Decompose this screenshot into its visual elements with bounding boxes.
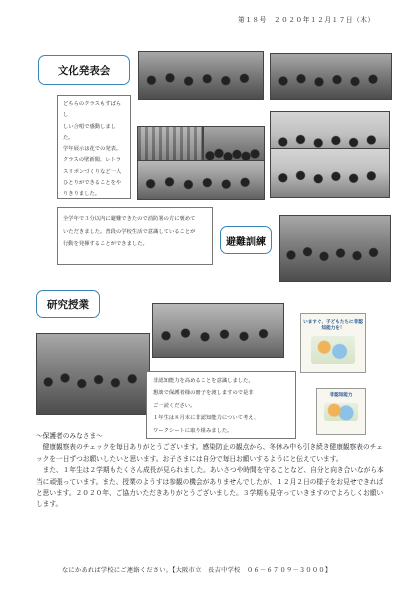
contact-footer: なにかあれば学校にご連絡ください。【大阪市立 長吉中学校 ０６－６７０９－３０００】 bbox=[62, 567, 332, 574]
drill-text-line: 全学年で３分以内に避難できたので消防署の方に褒めて bbox=[63, 216, 196, 222]
culture-text-line: ひとりができることをや bbox=[63, 180, 122, 187]
research-photo-classroom bbox=[36, 333, 150, 415]
culture-photo-audience bbox=[137, 160, 265, 200]
worksheet-cover bbox=[316, 388, 366, 435]
research-class-title-text: 研究授業 bbox=[47, 298, 89, 311]
culture-photo-class-2 bbox=[270, 148, 390, 198]
parent-booklet-cover bbox=[300, 313, 366, 373]
culture-text-line: クラスの壁新聞、レトラ bbox=[63, 157, 122, 164]
letter-greeting: ～保護者のみなさま～ bbox=[36, 432, 103, 440]
worksheet-illustration bbox=[324, 403, 358, 421]
culture-text-line: りきりました。 bbox=[63, 191, 101, 198]
culture-text-line: 学年展示は花での発表。 bbox=[63, 146, 122, 153]
letter-paragraph: 健康観察表のチェックを毎日ありがとうございます。感染防止の観点から、冬休み中も引き続き健康観察表のチェックを一日ずつお願いしたいと思います。お子さまには自分で毎日お願いするようにと伝えています。 bbox=[36, 443, 383, 463]
drill-text-box bbox=[57, 207, 213, 265]
drill-text-line: 行動を発揮することができました。 bbox=[63, 241, 148, 247]
booklet-illustration bbox=[311, 336, 356, 364]
research-text-line: ご一読ください。 bbox=[153, 402, 196, 409]
drill-photo-gym bbox=[279, 215, 391, 282]
culture-text-line: しい合唱で感動しました。 bbox=[63, 123, 116, 141]
culture-photo-choir-1 bbox=[138, 51, 264, 100]
research-class-title bbox=[36, 290, 100, 318]
culture-text-line: スリボンづくりなど一人 bbox=[63, 168, 122, 175]
parent-booklet-title: いますぐ、子どもたちに非認知能力を！ bbox=[303, 320, 363, 331]
research-text-line: 懇談で保護者様の冊子を渡しますので是非 bbox=[153, 390, 254, 397]
culture-text-box bbox=[57, 95, 131, 199]
parent-letter bbox=[36, 431, 388, 511]
evacuation-drill-title-text: 避難訓練 bbox=[226, 236, 266, 248]
research-text-line: １年生は８月末に非認知能力について考え、 bbox=[153, 415, 260, 422]
research-text-box bbox=[146, 371, 296, 439]
worksheet-title: 非認知能力 bbox=[329, 393, 353, 398]
issue-date: 第１８号 ２０２０年１２月１７日（木） bbox=[238, 16, 375, 24]
culture-festival-title bbox=[38, 55, 130, 85]
culture-festival-title-text: 文化発表会 bbox=[57, 64, 111, 77]
research-text-line: 非認知能力を高めることを意識しました。 bbox=[153, 378, 254, 384]
culture-photo-choir-2 bbox=[270, 53, 392, 100]
research-text-line: ワークシートに取り組みました。 bbox=[153, 427, 233, 434]
letter-paragraph: また、１年生は２学期もたくさん成長が見られました。あいさつや時間を守ることなど、自分と向き合いながら本当に頑張っています。また、授業のようすは参観の機会がありませんでしたが、１２月２日の様子をお見せできればと思います。２０２０年、ご協力いただきありがとうございました。３学期も見守っていきますのでよろしくお願いします。 bbox=[36, 466, 384, 509]
drill-text-line: いただきました。普段の学校生活で意識していることが bbox=[63, 228, 196, 235]
research-photo-group-work bbox=[152, 303, 284, 358]
culture-text-line: どちらのクラスもすばらし bbox=[63, 101, 122, 119]
evacuation-drill-title bbox=[220, 226, 272, 254]
